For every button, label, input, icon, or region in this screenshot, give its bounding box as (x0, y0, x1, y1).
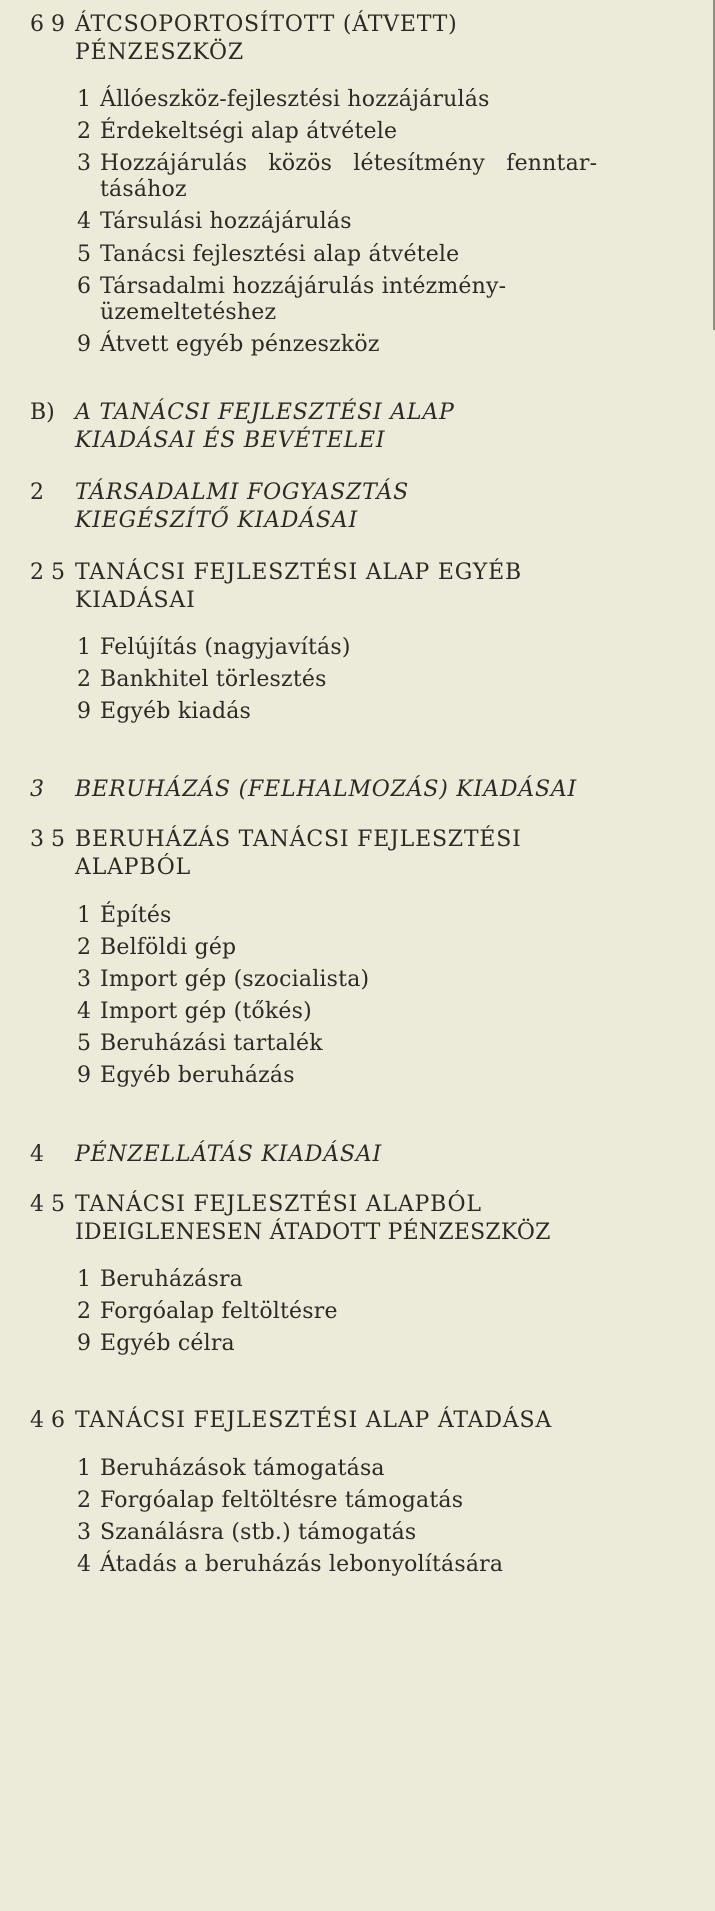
section-code: 2 5 (30, 560, 65, 585)
list-item: Hozzájárulás közös létesítmény fenntar- (100, 151, 598, 176)
item-number: 1 (77, 1456, 91, 1481)
list-item: Beruházási tartalék (100, 1031, 323, 1056)
list-item: Forgóalap feltöltésre támogatás (100, 1488, 464, 1513)
list-item: Érdekeltségi alap átvétele (100, 119, 398, 144)
item-number: 1 (77, 903, 91, 928)
section-title: PÉNZELLÁTÁS KIADÁSAI (75, 1142, 382, 1167)
item-number: 4 (77, 1552, 91, 1577)
list-item-cont: üzemeltetéshez (100, 300, 277, 325)
section-title: ÁTCSOPORTOSÍTOTT (ÁTVETT) (75, 12, 458, 37)
section-title-cont: KIEGÉSZÍTŐ KIADÁSAI (75, 508, 358, 533)
section-title-cont: IDEIGLENESEN ÁTADOTT PÉNZESZKÖZ (75, 1220, 551, 1245)
section-title-cont: KIADÁSAI (75, 588, 196, 613)
item-number: 2 (77, 1488, 91, 1513)
list-item: Társulási hozzájárulás (100, 209, 352, 234)
list-item: Építés (100, 903, 172, 928)
list-item: Egyéb célra (100, 1331, 235, 1356)
item-number: 3 (77, 967, 91, 992)
section-title: TÁRSADALMI FOGYASZTÁS (75, 480, 410, 505)
list-item: Import gép (tőkés) (100, 999, 312, 1024)
list-item: Átadás a beruházás lebonyolítására (100, 1552, 504, 1577)
item-number: 2 (77, 119, 91, 144)
section-title: TANÁCSI FEJLESZTÉSI ALAP EGYÉB (75, 560, 522, 585)
item-number: 9 (77, 699, 91, 724)
list-item: Bankhitel törlesztés (100, 667, 327, 692)
item-number: 5 (77, 242, 91, 267)
section-title-cont: ALAPBÓL (75, 855, 192, 880)
item-number: 4 (77, 999, 91, 1024)
list-item: Egyéb beruházás (100, 1063, 295, 1088)
section-title: TANÁCSI FEJLESZTÉSI ALAP ÁTADÁSA (75, 1408, 553, 1433)
item-number: 2 (77, 1299, 91, 1324)
list-item: Szanálásra (stb.) támogatás (100, 1520, 417, 1545)
item-number: 9 (77, 1063, 91, 1088)
item-number: 1 (77, 635, 91, 660)
list-item: Egyéb kiadás (100, 699, 252, 724)
list-item: Forgóalap feltöltésre (100, 1299, 338, 1324)
section-code: 3 5 (30, 827, 65, 852)
list-item: Tanácsi fejlesztési alap átvétele (100, 242, 460, 267)
list-item: Felújítás (nagyjavítás) (100, 635, 351, 660)
item-number: 9 (77, 1331, 91, 1356)
item-number: 5 (77, 1031, 91, 1056)
item-number: 2 (77, 935, 91, 960)
item-number: 1 (77, 1267, 91, 1292)
item-number: 3 (77, 151, 91, 176)
section-code: 4 5 (30, 1192, 65, 1217)
list-item: Beruházásra (100, 1267, 243, 1292)
section-title: BERUHÁZÁS TANÁCSI FEJLESZTÉSI (75, 827, 522, 852)
list-item: Import gép (szocialista) (100, 967, 370, 992)
section-code: 4 (30, 1142, 44, 1167)
item-number: 1 (77, 87, 91, 112)
section-title-cont: PÉNZESZKÖZ (75, 40, 244, 65)
section-title: TANÁCSI FEJLESZTÉSI ALAPBÓL (75, 1192, 482, 1217)
section-code: 2 (30, 480, 44, 505)
item-number: 6 (77, 274, 91, 299)
list-item: Belföldi gép (100, 935, 237, 960)
section-code: B) (30, 400, 55, 425)
list-item: Átvett egyéb pénzeszköz (100, 332, 380, 357)
list-item: Állóeszköz-fejlesztési hozzájárulás (100, 87, 490, 112)
list-item: Társadalmi hozzájárulás intézmény- (100, 274, 507, 299)
list-item: Beruházások támogatása (100, 1456, 385, 1481)
section-code: 3 (30, 777, 44, 802)
item-number: 2 (77, 667, 91, 692)
section-title-cont: KIADÁSAI ÉS BEVÉTELEI (75, 428, 386, 453)
list-item-cont: tásához (100, 177, 187, 202)
item-number: 3 (77, 1520, 91, 1545)
item-number: 4 (77, 209, 91, 234)
section-title: BERUHÁZÁS (FELHALMOZÁS) KIADÁSAI (75, 777, 578, 802)
section-title: A TANÁCSI FEJLESZTÉSI ALAP (75, 400, 455, 425)
item-number: 9 (77, 332, 91, 357)
section-code: 4 6 (30, 1408, 65, 1433)
section-code: 6 9 (30, 12, 65, 37)
